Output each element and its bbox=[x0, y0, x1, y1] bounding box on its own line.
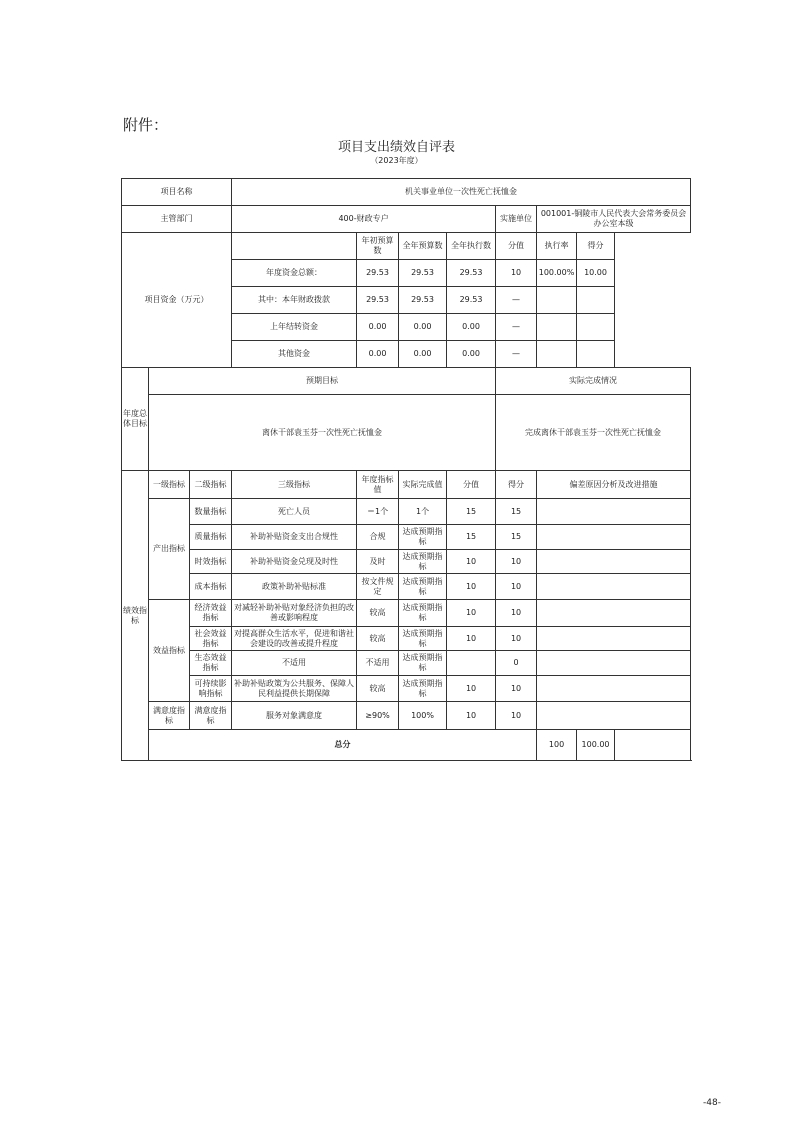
ind-weight bbox=[447, 651, 496, 676]
total-note bbox=[615, 730, 691, 761]
ind-note bbox=[537, 702, 691, 730]
funds-header-executed: 全年执行数 bbox=[447, 233, 496, 260]
ind-level2: 满意度指标 bbox=[190, 702, 232, 730]
ind-actual: 达成预期指标 bbox=[399, 651, 447, 676]
ind-actual: 达成预期指标 bbox=[399, 627, 447, 651]
funds-annual: 0.00 bbox=[399, 341, 447, 368]
ind-level1: 产出指标 bbox=[149, 499, 190, 600]
ind-weight: 10 bbox=[447, 627, 496, 651]
ind-actual: 达成预期指标 bbox=[399, 676, 447, 702]
indicator-row bbox=[122, 627, 691, 651]
ind-target: ＝1个 bbox=[357, 499, 399, 525]
ind-level1: 效益指标 bbox=[149, 600, 190, 702]
ind-score: 15 bbox=[496, 525, 537, 550]
funds-weight: 10 bbox=[496, 260, 537, 287]
funds-initial: 29.53 bbox=[357, 260, 399, 287]
ind-target: 及时 bbox=[357, 550, 399, 574]
project-name-label: 项目名称 bbox=[122, 179, 232, 206]
ind-weight: 15 bbox=[447, 525, 496, 550]
ind-score: 10 bbox=[496, 600, 537, 627]
ind-target: 较高 bbox=[357, 627, 399, 651]
funds-annual: 0.00 bbox=[399, 314, 447, 341]
ind-level3: 不适用 bbox=[232, 651, 357, 676]
funds-annual: 29.53 bbox=[399, 260, 447, 287]
ind-header-score: 得分 bbox=[496, 471, 537, 499]
ind-actual: 达成预期指标 bbox=[399, 525, 447, 550]
ind-note bbox=[537, 550, 691, 574]
funds-executed: 0.00 bbox=[447, 341, 496, 368]
ind-actual: 1个 bbox=[399, 499, 447, 525]
ind-header-level3: 三级指标 bbox=[232, 471, 357, 499]
funds-row-label: 年度资金总额： bbox=[232, 260, 357, 287]
ind-level3: 补助补贴政策为公共服务、保障人民利益提供长期保障 bbox=[232, 676, 357, 702]
ind-target: 较高 bbox=[357, 600, 399, 627]
ind-score: 0 bbox=[496, 651, 537, 676]
ind-header-level1: 一级指标 bbox=[149, 471, 190, 499]
ind-weight: 10 bbox=[447, 676, 496, 702]
ind-level3: 补助补贴资金兑现及时性 bbox=[232, 550, 357, 574]
ind-weight: 10 bbox=[447, 550, 496, 574]
dept-value: 400-财政专户 bbox=[232, 206, 496, 233]
ind-header-target: 年度指标值 bbox=[357, 471, 399, 499]
ind-level2: 社会效益指标 bbox=[190, 627, 232, 651]
total-weight: 100 bbox=[537, 730, 577, 761]
funds-weight: — bbox=[496, 341, 537, 368]
ind-target: 合规 bbox=[357, 525, 399, 550]
ind-level3: 对减轻补助补贴对象经济负担的改善或影响程度 bbox=[232, 600, 357, 627]
ind-score: 10 bbox=[496, 550, 537, 574]
ind-target: 按文件规定 bbox=[357, 574, 399, 600]
funds-label: 项目资金（万元） bbox=[122, 233, 232, 368]
form-title: 项目支出绩效自评表 bbox=[337, 140, 455, 155]
goals-expected: 离休干部袁玉芬一次性死亡抚恤金 bbox=[149, 395, 496, 471]
form-year: （2023年度） bbox=[370, 156, 423, 165]
evaluation-table bbox=[121, 178, 691, 761]
ind-weight: 15 bbox=[447, 499, 496, 525]
ind-level2: 经济效益指标 bbox=[190, 600, 232, 627]
indicator-row bbox=[122, 499, 691, 525]
funds-header-weight: 分值 bbox=[496, 233, 537, 260]
indicator-row bbox=[122, 574, 691, 600]
funds-score bbox=[577, 341, 615, 368]
ind-note bbox=[537, 676, 691, 702]
funds-score bbox=[577, 287, 615, 314]
ind-actual: 达成预期指标 bbox=[399, 550, 447, 574]
dept-label: 主管部门 bbox=[122, 206, 232, 233]
funds-weight: — bbox=[496, 287, 537, 314]
ind-score: 10 bbox=[496, 702, 537, 730]
ind-note bbox=[537, 651, 691, 676]
ind-actual: 达成预期指标 bbox=[399, 574, 447, 600]
page-number: -48- bbox=[703, 1098, 721, 1108]
ind-level3: 对提高群众生活水平，促进和谐社会建设的改善或提升程度 bbox=[232, 627, 357, 651]
ind-note bbox=[537, 627, 691, 651]
unit-value: 001001-铜陵市人民代表大会常务委员会办公室本级 bbox=[537, 206, 691, 233]
funds-score: 10.00 bbox=[577, 260, 615, 287]
ind-score: 15 bbox=[496, 499, 537, 525]
ind-weight: 10 bbox=[447, 574, 496, 600]
ind-actual: 达成预期指标 bbox=[399, 600, 447, 627]
project-name: 机关事业单位一次性死亡抚恤金 bbox=[232, 179, 691, 206]
ind-header-note: 偏差原因分析及改进措施 bbox=[537, 471, 691, 499]
funds-executed: 0.00 bbox=[447, 314, 496, 341]
ind-note bbox=[537, 600, 691, 627]
total-score: 100.00 bbox=[577, 730, 615, 761]
ind-target: 较高 bbox=[357, 676, 399, 702]
indicators-label: 绩效指标 bbox=[122, 471, 149, 761]
ind-level3: 死亡人员 bbox=[232, 499, 357, 525]
ind-header-level2: 二级指标 bbox=[190, 471, 232, 499]
funds-rate bbox=[537, 341, 577, 368]
goals-actual: 完成离休干部袁玉芬一次性死亡抚恤金 bbox=[496, 395, 691, 471]
funds-initial: 0.00 bbox=[357, 341, 399, 368]
indicator-row bbox=[122, 676, 691, 702]
goals-expected-header: 预期目标 bbox=[149, 368, 496, 395]
funds-initial: 29.53 bbox=[357, 287, 399, 314]
funds-header-rate: 执行率 bbox=[537, 233, 577, 260]
attachment-label: 附件： bbox=[123, 116, 169, 134]
funds-header-score: 得分 bbox=[577, 233, 615, 260]
ind-level1: 满意度指标 bbox=[149, 702, 190, 730]
ind-target: ≥90% bbox=[357, 702, 399, 730]
funds-row-label: 其他资金 bbox=[232, 341, 357, 368]
funds-header-blank bbox=[232, 233, 357, 260]
funds-rate bbox=[537, 287, 577, 314]
ind-score: 10 bbox=[496, 627, 537, 651]
funds-rate: 100.00% bbox=[537, 260, 577, 287]
funds-rate bbox=[537, 314, 577, 341]
ind-level2: 时效指标 bbox=[190, 550, 232, 574]
ind-weight: 10 bbox=[447, 702, 496, 730]
ind-note bbox=[537, 525, 691, 550]
ind-level2: 数量指标 bbox=[190, 499, 232, 525]
total-label: 总分 bbox=[149, 730, 537, 761]
ind-note bbox=[537, 574, 691, 600]
ind-level3: 补助补贴资金支出合规性 bbox=[232, 525, 357, 550]
indicator-row bbox=[122, 525, 691, 550]
ind-level2: 质量指标 bbox=[190, 525, 232, 550]
ind-header-weight: 分值 bbox=[447, 471, 496, 499]
funds-executed: 29.53 bbox=[447, 260, 496, 287]
funds-header-initial: 年初预算数 bbox=[357, 233, 399, 260]
indicator-row bbox=[122, 702, 691, 730]
unit-label: 实施单位 bbox=[496, 206, 537, 233]
ind-weight: 10 bbox=[447, 600, 496, 627]
ind-note bbox=[537, 499, 691, 525]
funds-weight: — bbox=[496, 314, 537, 341]
funds-executed: 29.53 bbox=[447, 287, 496, 314]
ind-score: 10 bbox=[496, 676, 537, 702]
ind-target: 不适用 bbox=[357, 651, 399, 676]
funds-annual: 29.53 bbox=[399, 287, 447, 314]
ind-level2: 成本指标 bbox=[190, 574, 232, 600]
ind-level3: 服务对象满意度 bbox=[232, 702, 357, 730]
funds-row-label: 上年结转资金 bbox=[232, 314, 357, 341]
funds-initial: 0.00 bbox=[357, 314, 399, 341]
ind-score: 10 bbox=[496, 574, 537, 600]
indicator-row bbox=[122, 550, 691, 574]
funds-header-annual: 全年预算数 bbox=[399, 233, 447, 260]
ind-level2: 生态效益指标 bbox=[190, 651, 232, 676]
goals-label: 年度总体目标 bbox=[122, 368, 149, 471]
ind-level2: 可持续影响指标 bbox=[190, 676, 232, 702]
indicator-row bbox=[122, 651, 691, 676]
funds-score bbox=[577, 314, 615, 341]
ind-header-actual: 实际完成值 bbox=[399, 471, 447, 499]
goals-actual-header: 实际完成情况 bbox=[496, 368, 691, 395]
indicator-row bbox=[122, 600, 691, 627]
ind-level3: 政策补助补贴标准 bbox=[232, 574, 357, 600]
funds-row-label: 其中：本年财政拨款 bbox=[232, 287, 357, 314]
ind-actual: 100% bbox=[399, 702, 447, 730]
